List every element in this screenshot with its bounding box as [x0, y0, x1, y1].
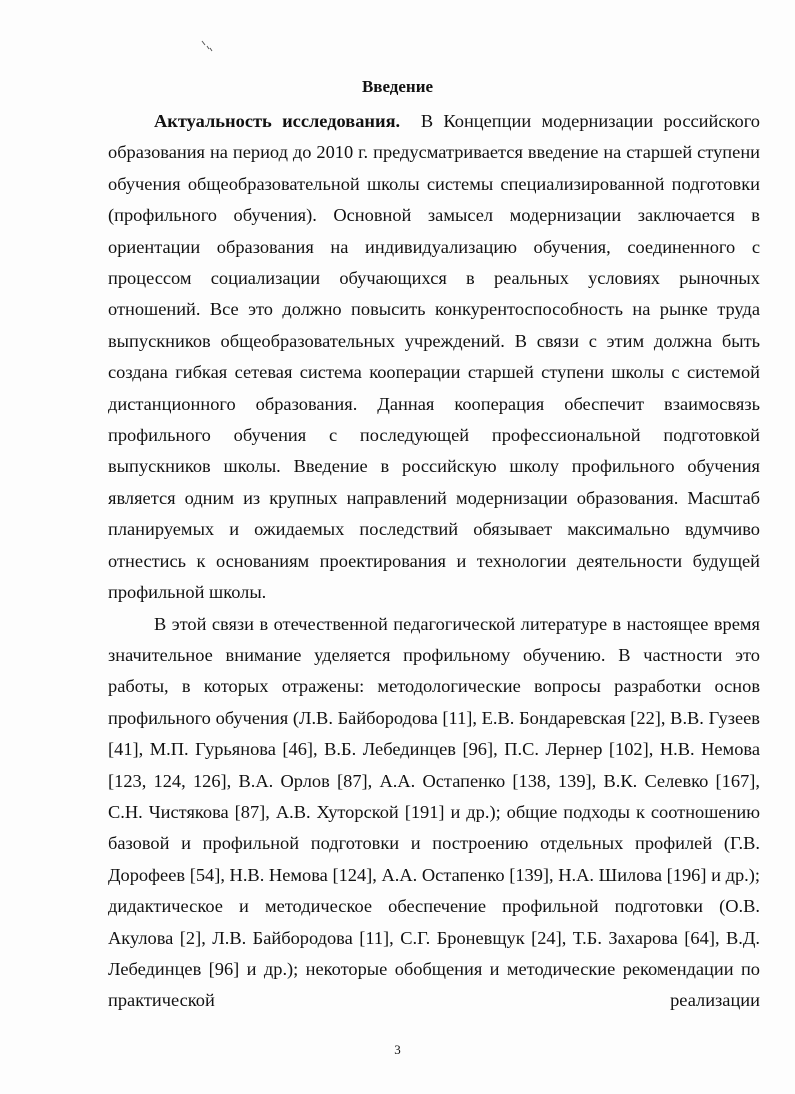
paragraph-literature: В этой связи в отечественной педагогической литературе в настоящее время значительное внимание уделяется профильному обучению. В частности это работы, в которых отражены: методологические вопросы разработки основ профильного обучения (Л.В. Байбородова [11], Е.В. Бондаревская [22], В.В. Гузеев [41], М.П. Гурьянова [46], В.Б. Лебединцев [96], П.С. Лернер [102], Н.В. Немова [123, 124, 126], В.А. Орлов [87], А.А. Остапенко [138, 139], В.К. Селевко [167], С.Н. Чистякова [87], А.В. Хуторской [191] и др.); общие подходы к соотношению базовой и профильной подготовки и построению отдельных профилей (Г.В. Дорофеев [54], Н.В. Немова [124], А.А. Остапенко [139], Н.А. Шилова [196] и др.); дидактическое и методическое обеспечение профильной подготовки (О.В. Акулова [2], Л.В. Байбородова [11], С.Г. Броневщук [24], Т.Б. Захарова [64], В.Д. Лебединцев [96] и др.); некоторые обобщения и методические рекомендации по практической реализации [108, 613, 760, 1011]
body-text [108, 106, 760, 1017]
page-title: Введение [361, 77, 434, 96]
scan-speck-mark [200, 40, 214, 52]
page-number: 3 [394, 1042, 401, 1057]
paragraph-lead: Актуальность исследования. [154, 111, 401, 131]
paragraph-body: В Концепции модернизации российского образования на период до 2010 г. предусматривается введение на старшей ступени обучения общеобразовательной школы системы специализированной подготовки (профильного обучения). Основной замысел модернизации заключается в ориентации образования на индивидуализацию обучения, соединенного с процессом социализации обучающихся в реальных условиях рыночных отношений. Все это должно повысить конкурентоспособность на рынке труда выпускников общеобразовательных учреждений. В связи с этим должна быть создана гибкая сетевая система кооперации старшей ступени школы с системой дистанционного образования. Данная кооперация обеспечит взаимосвязь профильного обучения с последующей профессиональной подготовкой выпускников школы. Введение в российскую школу профильного обучения является одним из крупных направлений модернизации образования. Масштаб планируемых и ожидаемых последствий обязывает максимально вдумчиво отнестись к основаниям проектирования и технологии деятельности будущей профильной школы. [108, 111, 760, 603]
paragraph-relevance [108, 106, 760, 609]
